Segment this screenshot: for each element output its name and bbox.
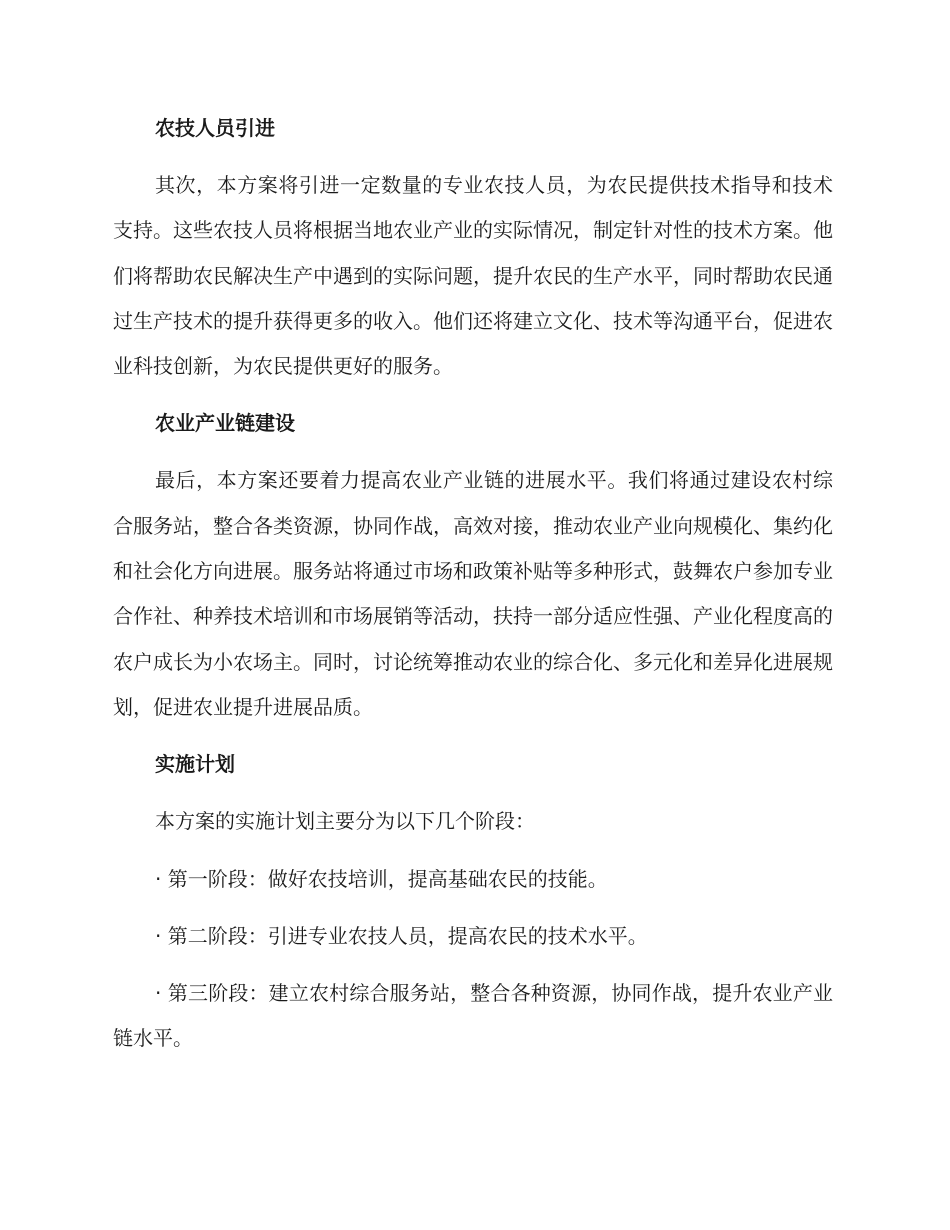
plan-stage-item: · 第二阶段：引进专业农技人员，提高农民的技术水平。 [155,923,648,948]
section-paragraph-industry-chain: 最后，本方案还要着力提高农业产业链的进展水平。我们将通过建设农村综合服务站，整合各类资源，协同作战，高效对接，推动农业产业向规模化、集约化和社会化方向进展。服务站将通过市场和政策补贴等多种形式，鼓舞农户参加专业合作社、种养技术培训和市场展销等活动，扶持一部分适应性强、产业化程度高的农户成长为小农场主。同时，讨论统筹推动农业的综合化、多元化和差异化进展规划，促进农业提升进展品质。 [113,468,833,719]
plan-stage-item: · 第一阶段：做好农技培训，提高基础农民的技能。 [155,866,608,891]
section-paragraph-technician-introduction: 其次，本方案将引进一定数量的专业农技人员，为农民提供技术指导和技术支持。这些农技人员将根据当地农业产业的实际情况，制定针对性的技术方案。他们将帮助农民解决生产中遇到的实际问题，提升农民的生产水平，同时帮助农民通过生产技术的提升获得更多的收入。他们还将建立文化、技术等沟通平台，促进农业科技创新，为农民提供更好的服务。 [113,173,833,379]
section-heading-industry-chain: 农业产业链建设 [155,411,295,436]
plan-stage-item: · 第三阶段：建立农村综合服务站，整合各种资源，协同作战，提升农业产业链水平。 [113,980,833,1050]
section-heading-implementation-plan: 实施计划 [155,752,235,777]
implementation-plan-intro: 本方案的实施计划主要分为以下几个阶段： [155,809,535,834]
section-heading-technician-introduction: 农技人员引进 [155,116,275,140]
document-page [113,106,833,1073]
